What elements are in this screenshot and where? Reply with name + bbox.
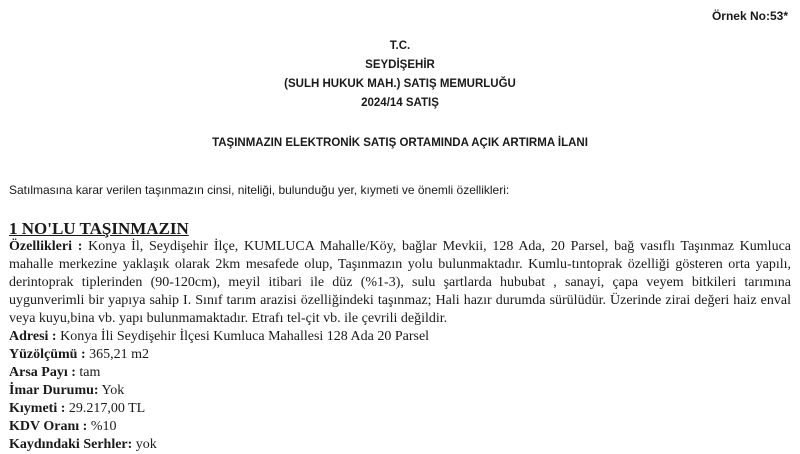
features-label: Özellikleri : bbox=[9, 239, 83, 254]
property-value bbox=[9, 400, 791, 418]
announcement-title: TAŞINMAZIN ELEKTRONİK SATIŞ ORTAMINDA AÇIK ARTIRMA İLANI bbox=[212, 137, 588, 149]
vat-label: KDV Oranı : bbox=[9, 419, 88, 434]
property-land-share bbox=[9, 364, 791, 382]
property-area bbox=[9, 346, 791, 364]
area-label: Yüzölçümü : bbox=[9, 347, 86, 362]
vat-value: %10 bbox=[87, 419, 117, 434]
address-value: Konya İli Seydişehir İlçesi Kumluca Mahallesi 128 Ada 20 Parsel bbox=[56, 329, 430, 344]
intro-text: Satılmasına karar verilen taşınmazın cinsi, niteliği, bulunduğu yer, kıymeti ve önemli özellikleri: bbox=[9, 183, 510, 197]
header-line-case-number: 2024/14 SATIŞ bbox=[361, 97, 439, 109]
header-line-office: (SULH HUKUK MAH.) SATIŞ MEMURLUĞU bbox=[284, 78, 516, 90]
property-details bbox=[9, 238, 791, 454]
zoning-value: Yok bbox=[98, 383, 125, 398]
property-features bbox=[9, 238, 791, 328]
annotations-value: yok bbox=[132, 437, 157, 452]
zoning-label: İmar Durumu: bbox=[9, 383, 99, 398]
annotations-label: Kaydındaki Serhler: bbox=[9, 437, 133, 452]
sample-number: Örnek No:53* bbox=[711, 9, 788, 23]
features-value: Konya İl, Seydişehir İlçe, KUMLUCA Mahalle/Köy, bağlar Mevkii, 128 Ada, 20 Parsel, bağ vasıflı Taşınmaz Kumluca mahalle merkezine yaklaşık olarak 2km mesafede olup, Taşınmazın yolu bulunmaktadır. Kumlu-tıntoprak özelliği gösteren orta yapılı, derintoprak tiplerinden (90-120cm), meyil itibari ile düz (%1-3), sulu şartlarda hububat , sanayi, çapa veyem bitkileri tarımına uygunverimli bir yapıya sahip I. Sınıf tarım arazisi özelliğindeki taşınmaz; Hali hazır durumda sürülüdür. Üzerinde zirai değeri haiz enval veya kuyu,bina vb. yapı bulunmamaktadır. Etrafı tel-çit vb. ile çevrili değildir. bbox=[9, 239, 791, 326]
header-line-tc: T.C. bbox=[389, 40, 411, 52]
property-address bbox=[9, 328, 791, 346]
value-amount: 29.217,00 TL bbox=[65, 401, 146, 416]
header-line-district: SEYDİŞEHİR bbox=[365, 59, 435, 71]
property-zoning bbox=[9, 382, 791, 400]
document-header bbox=[0, 37, 800, 113]
area-value: 365,21 m2 bbox=[85, 347, 150, 362]
land-share-value: tam bbox=[75, 365, 101, 380]
property-annotations bbox=[9, 436, 791, 454]
property-heading: 1 NO'LU TAŞINMAZIN bbox=[9, 219, 189, 238]
property-vat bbox=[9, 418, 791, 436]
address-label: Adresi : bbox=[9, 329, 57, 344]
land-share-label: Arsa Payı : bbox=[9, 365, 76, 380]
value-label: Kıymeti : bbox=[9, 401, 66, 416]
